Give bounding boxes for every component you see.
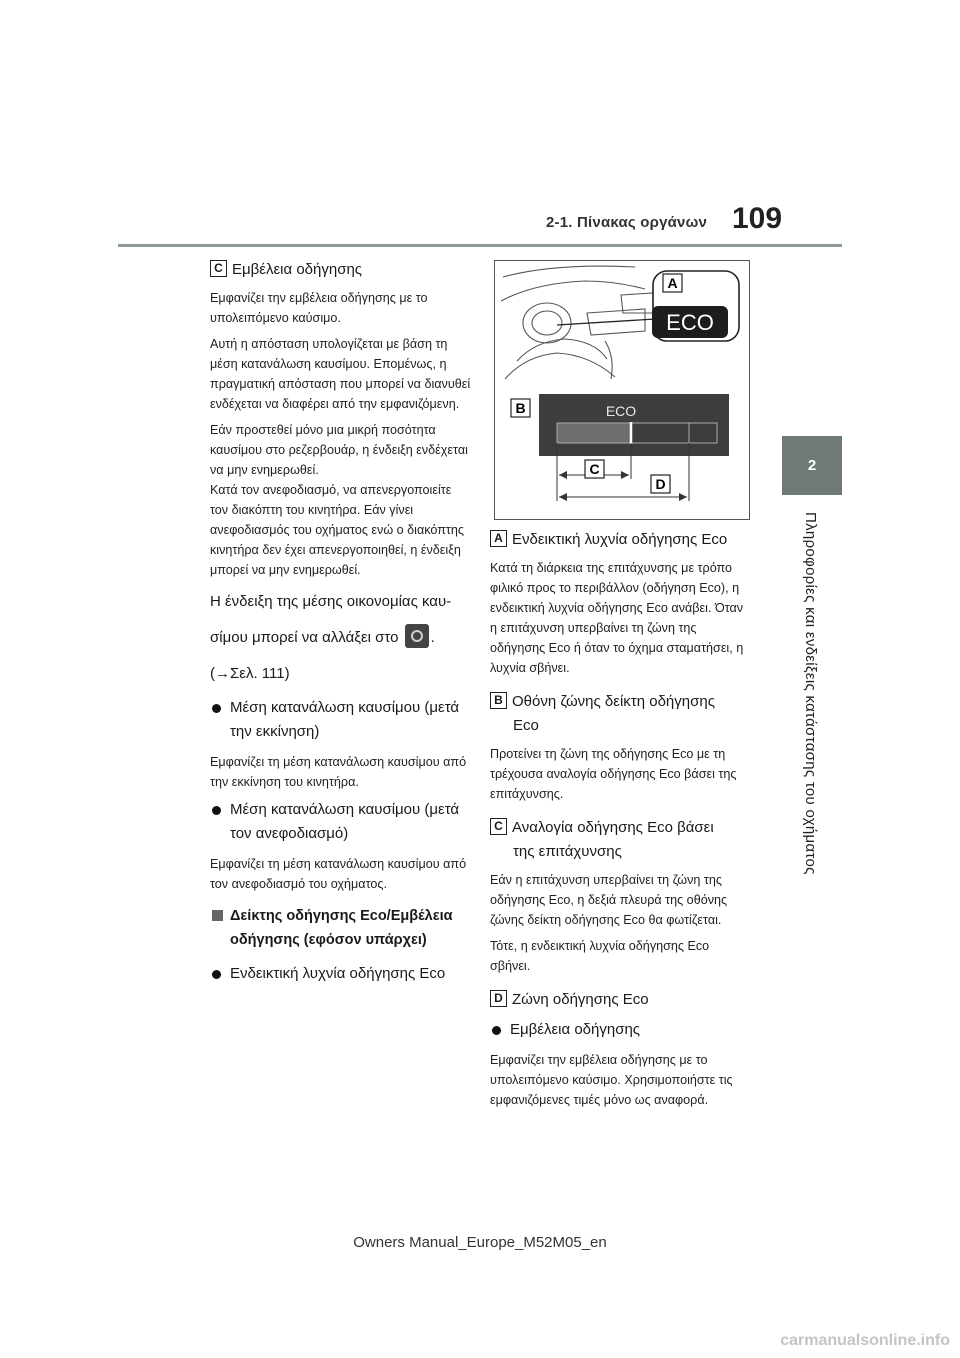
paragraph: Εμφανίζει την εμβέλεια οδήγησης με το υπολειπόμενο καύσιμο. Χρησιμοποιήστε τις εμφανιζόμενες τιμές μόνο ως αναφορά.	[490, 1053, 733, 1107]
left-column	[210, 258, 472, 994]
right-column	[490, 528, 752, 1116]
header-divider	[118, 244, 842, 247]
item-c-heading	[490, 816, 752, 864]
eco-note-line2	[210, 622, 472, 654]
eco-note-end: .	[430, 629, 435, 646]
item-b-title: Οθόνη ζώνης δείκτη οδήγησης	[512, 693, 715, 710]
eco-note-line1: Η ένδειξη της μέσης οικονομίας καυ-	[210, 593, 452, 610]
bullet-range: Εμβέλεια οδήγησης	[490, 1018, 752, 1042]
paragraph: Κατά τη διάρκεια της επιτάχυνσης με τρόπο φιλικό προς το περιβάλλον (οδήγηση Eco), η ενδεικτική λυχνία οδήγησης Eco ανάβει. Όταν η επιτάχυνση υπερβαίνει τη ζώνη της οδήγησης Eco ή όταν το όχημα σταματήσει, η λυχνία σβήνει.	[490, 561, 744, 675]
chapter-side-title: Πληροφορίες και ενδείξεις κατάστασης του οχήματος	[802, 512, 819, 875]
item-b-title-cont: Eco	[513, 717, 539, 734]
label-c: C	[210, 260, 227, 277]
item-c-title-cont: της επιτάχυνσης	[513, 843, 622, 860]
paragraph: Εμφανίζει τη μέση κατανάλωση καυσίμου από τον ανεφοδιασμό του οχήματος.	[210, 857, 467, 891]
item-d-heading	[490, 988, 752, 1012]
label-b: B	[490, 692, 507, 709]
item-a-title: Ενδεικτική λυχνία οδήγησης Eco	[512, 531, 728, 548]
bullet-avg-refuel: Μέση κατανάλωση καυσίμου (μετά τον ανεφοδιασμό)	[210, 798, 472, 846]
figure-label-a: A	[667, 275, 678, 291]
label-d: D	[490, 990, 507, 1007]
paragraph: Αυτή η απόσταση υπολογίζεται με βάση τη μέση κατανάλωση καυσίμου. Επομένως, η πραγματική απόσταση που μπορεί να διανυθεί ενδέχεται να διαφέρει από την εμφανιζόμενη.	[210, 337, 471, 411]
paragraph: Εάν προστεθεί μόνο μια μικρή ποσότητα καυσίμου στο ρεζερβουάρ, η ένδειξη ενδέχεται να μην ενημερωθεί.	[210, 423, 468, 477]
footer-text: Owners Manual_Europe_M52M05_en	[353, 1234, 607, 1251]
item-c-title: Εμβέλεια οδήγησης	[232, 261, 363, 278]
figure-label-d: D	[655, 476, 666, 492]
paragraph: Εμφανίζει την εμβέλεια οδήγησης με το υπολειπόμενο καύσιμο.	[210, 291, 428, 325]
item-a-heading	[490, 528, 752, 552]
bullet-avg-start: Μέση κατανάλωση καυσίμου (μετά την εκκίνηση)	[210, 696, 472, 744]
eco-badge-text: ECO	[666, 310, 714, 335]
eco-ratio-fill	[557, 423, 631, 443]
paragraph: Προτείνει τη ζώνη της οδήγησης Eco με τη τρέχουσα αναλογία οδήγησης Eco βάσει της επιτάχυνσης.	[490, 747, 737, 801]
paragraph: Εάν η επιτάχυνση υπερβαίνει τη ζώνη της οδήγησης Eco, η δεξιά πλευρά της οθόνης ζώνης δείκτη οδήγησης Eco θα φωτίζεται.	[490, 873, 728, 927]
eco-indicator-figure	[494, 260, 750, 520]
item-c-title: Αναλογία οδήγησης Eco βάσει	[512, 819, 714, 836]
subsection-eco-indicator: Δείκτης οδήγησης Eco/Εμβέλεια οδήγησης (εφόσον υπάρχει)	[210, 904, 472, 952]
page-number: 109	[732, 202, 783, 235]
figure-label-b: B	[515, 400, 526, 416]
paragraph: Εμφανίζει τη μέση κατανάλωση καυσίμου από την εκκίνηση του κινητήρα.	[210, 755, 467, 789]
watermark: carmanualsonline.info	[780, 1332, 950, 1349]
figure-label-c: C	[589, 461, 600, 477]
settings-gear-icon	[405, 624, 429, 648]
eco-note-text: σίμου μπορεί να αλλάξει στο	[210, 629, 399, 646]
item-c-heading	[210, 258, 472, 282]
page-reference: (→Σελ. 111)	[210, 665, 290, 682]
bullet-eco-lamp: Ενδεικτική λυχνία οδήγησης Eco	[210, 962, 472, 986]
eco-zone-text: ECO	[605, 403, 637, 419]
paragraph: Κατά τον ανεφοδιασμό, να απενεργοποιείτε τον διακόπτη του κινητήρα. Εάν γίνει ανεφοδιασμός του οχήματος ενώ ο διακόπτης κινητήρα δεν έχει απενεργοποιηθεί, η ένδειξη μπορεί να μην ενημερωθεί.	[210, 483, 464, 577]
paragraph: Τότε, η ενδεικτική λυχνία οδήγησης Eco σβήνει.	[490, 939, 710, 973]
item-d-title: Ζώνη οδήγησης Eco	[512, 991, 649, 1008]
label-c: C	[490, 818, 507, 835]
item-b-heading	[490, 690, 752, 738]
section-title: 2-1. Πίνακας οργάνων	[546, 214, 707, 231]
label-a: A	[490, 530, 507, 547]
dashboard-illustration	[495, 261, 749, 519]
chapter-tab: 2	[782, 436, 842, 495]
